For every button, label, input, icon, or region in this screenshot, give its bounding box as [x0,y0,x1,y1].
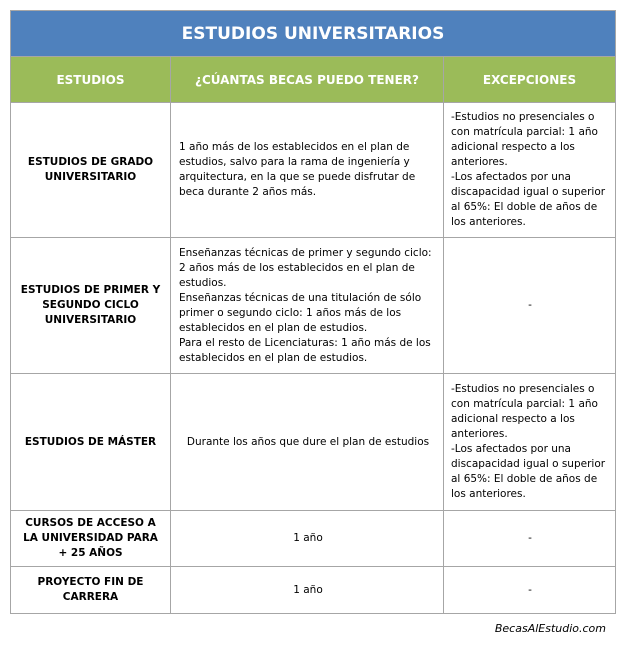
row-excepciones [444,103,616,238]
row-excepciones [444,238,616,374]
becas-table [10,10,616,614]
becas-text: 1 año [293,583,323,596]
table-row [11,511,616,567]
excepcion-text: -Estudios no presenciales o con matrícula parcial: 1 año adicional respecto a los anteriores. [451,111,598,168]
table-row [11,374,616,511]
row-becas [171,567,444,614]
row-becas [171,511,444,567]
row-category: CURSOS DE ACCESO A LA UNIVERSIDAD PARA + 25 AÑOS [11,511,171,567]
excepcion-text: -Los afectados por una discapacidad igual o superior al 65%: El doble de años de los anteriores. [451,443,606,500]
becas-text: Para el resto de Licenciaturas: 1 año más de los establecidos en el plan de estudios. [179,336,431,364]
table-row [11,567,616,614]
row-excepciones [444,567,616,614]
table-title: ESTUDIOS UNIVERSITARIOS [11,11,616,57]
row-category: PROYECTO FIN DE CARRERA [11,567,171,614]
row-excepciones [444,511,616,567]
becas-text: 1 año [293,532,323,544]
row-excepciones [444,374,616,511]
becas-text: 1 año más de los establecidos en el plan de estudios, salvo para la rama de ingeniería y arquitectura, en la que se puede disfrutar de beca durante 2 años más. [179,141,416,198]
row-category: ESTUDIOS DE GRADO UNIVERSITARIO [11,103,171,238]
becas-text: Durante los años que dure el plan de estudios [186,435,430,448]
table-row [11,238,616,374]
row-becas [171,374,444,511]
header-estudios: ESTUDIOS [11,57,171,103]
row-category: ESTUDIOS DE MÁSTER [11,374,171,511]
becas-text: Enseñanzas técnicas de primer y segundo ciclo: 2 años más de los establecidos en el plan de estudios. [179,246,432,289]
row-becas [171,103,444,238]
excepcion-text: - [528,532,532,544]
header-becas: ¿CÚANTAS BECAS PUEDO TENER? [171,57,444,103]
excepcion-text: -Los afectados por una discapacidad igual o superior al 65%: El doble de años de los anteriores. [451,171,606,228]
title-row [11,11,616,57]
row-category: ESTUDIOS DE PRIMER Y SEGUNDO CICLO UNIVERSITARIO [11,238,171,374]
header-row [11,57,616,103]
table-row [11,103,616,238]
becas-infographic [10,10,615,614]
excepcion-text: -Estudios no presenciales o con matrícula parcial: 1 año adicional respecto a los anteriores. [451,383,598,440]
excepcion-text: - [528,299,532,311]
footer-source: BecasAlEstudio.com [494,622,606,635]
becas-text: Enseñanzas técnicas de una titulación de sólo primer o segundo ciclo: 1 años más de los establecidos en el plan de estudios. [179,291,422,334]
excepcion-text: - [528,583,532,596]
header-excepciones: EXCEPCIONES [444,57,616,103]
row-becas [171,238,444,374]
